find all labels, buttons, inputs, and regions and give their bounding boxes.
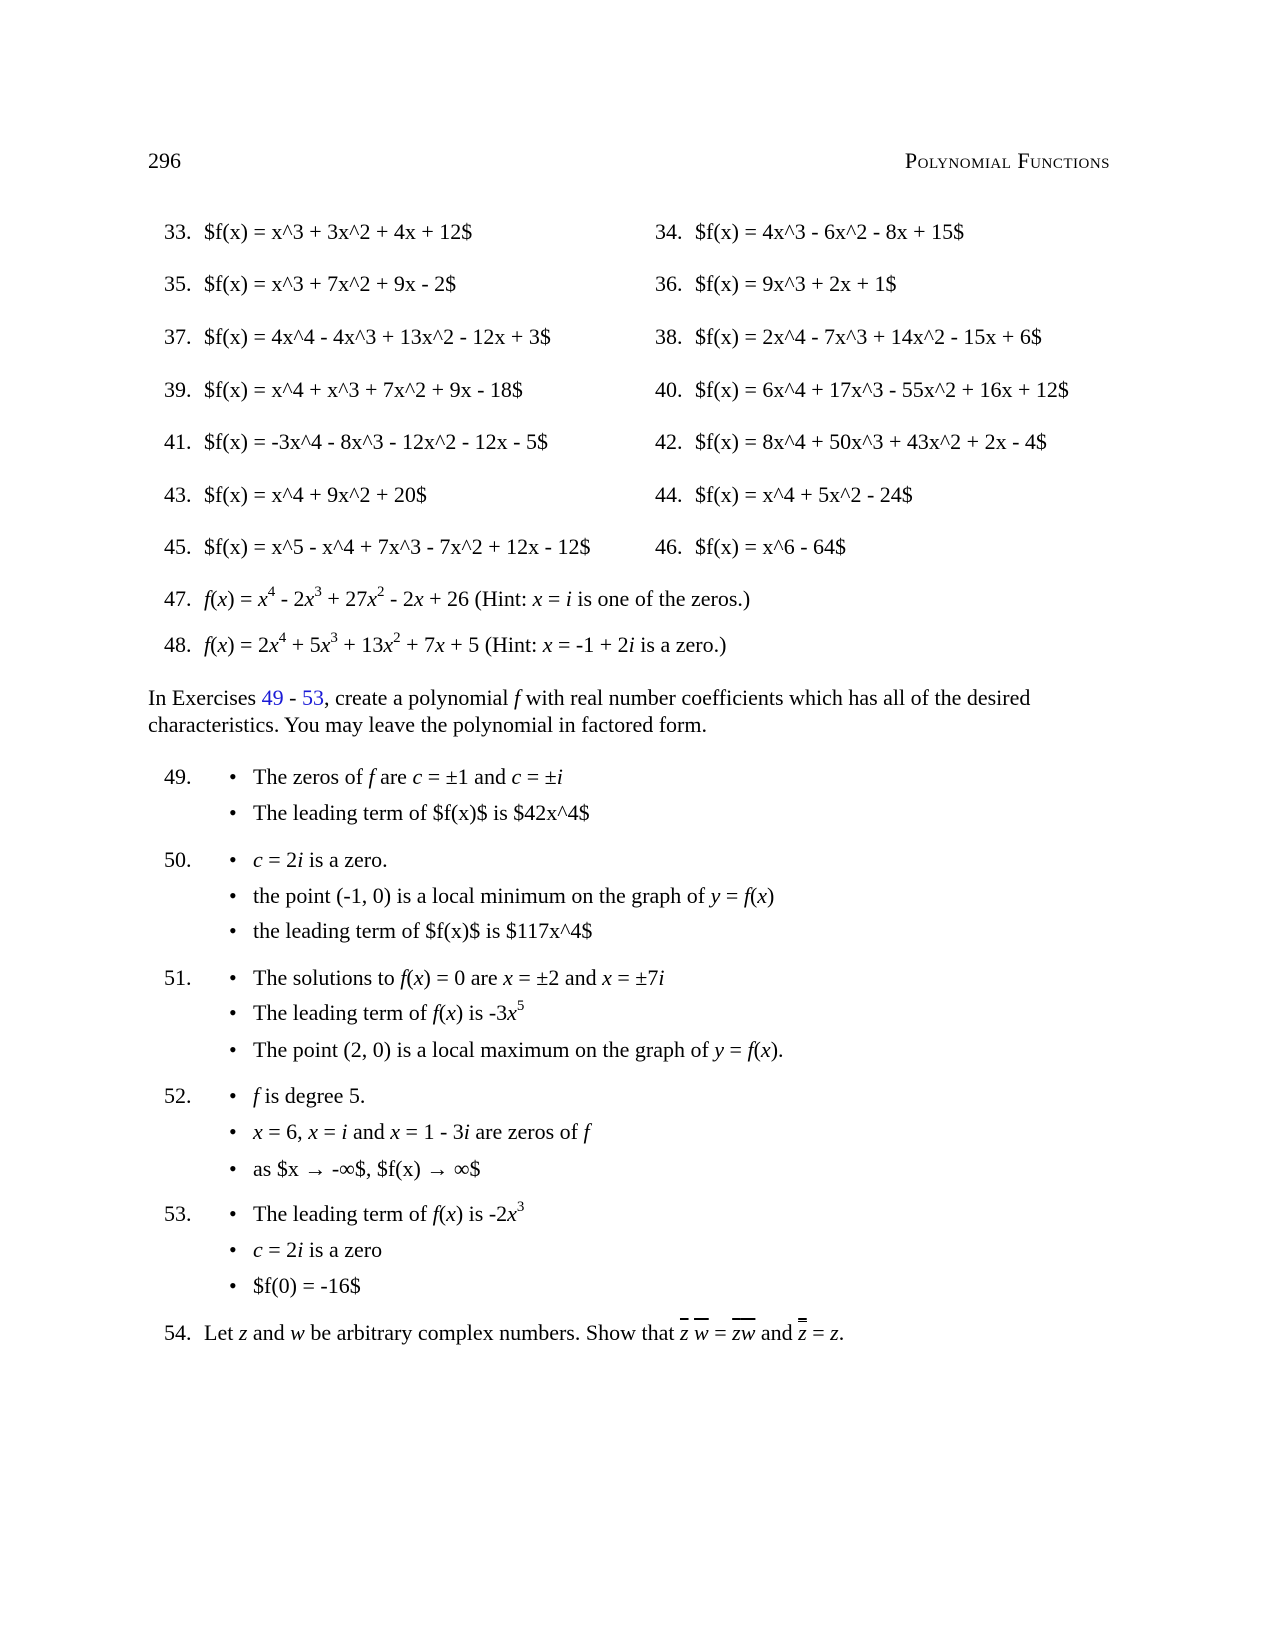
bullet-item: the leading term of $f(x)$ is $117x^4$ [253, 918, 593, 943]
exercise-number: 37. [164, 324, 192, 349]
bullet-item: The leading term of f(x) is $-3x^5$ [253, 997, 525, 1025]
exercise-number: 54. [164, 1320, 192, 1345]
bullet-item: The leading term of $f(x)$ is $42x^4$ [253, 800, 590, 825]
exercise-formula-hint: $f(x) = x^4 - 2x^3 + 27x^2 - 2x + 26$ (Hint: x = i is one of the zeros.) [204, 583, 751, 611]
exercise-number: 51. [164, 965, 192, 990]
bullet-item: The leading term of f(x) is $-2x^3$ [253, 1198, 525, 1226]
exercise-formula: $f(x) = 8x^4 + 50x^3 + 43x^2 + 2x - 4$ [695, 429, 1047, 454]
instructions-paragraph [148, 684, 1113, 738]
exercise-formula: $f(x) = 6x^4 + 17x^3 - 55x^2 + 16x + 12$ [695, 377, 1069, 402]
exercise-formula: $f(x) = -3x^4 - 8x^3 - 12x^2 - 12x - 5$ [204, 429, 548, 454]
exercise-number: 38. [655, 324, 683, 349]
exercise-number: 34. [655, 219, 683, 244]
bullet-item: $f(0) = -16$ [253, 1273, 361, 1298]
exercise-number: 45. [164, 534, 192, 559]
exercise-number: 41. [164, 429, 192, 454]
bullet-marker: • [229, 1000, 237, 1025]
bullet-item: c = 2i is a zero. [253, 847, 388, 872]
exercise-formula: $f(x) = x^5 - x^4 + 7x^3 - 7x^2 + 12x - 12$ [204, 534, 591, 559]
exercise-number: 35. [164, 271, 192, 296]
bullet-marker: • [229, 1201, 237, 1226]
bullet-marker: • [229, 1156, 237, 1181]
bullet-marker: • [229, 1119, 237, 1144]
exercise-number: 44. [655, 482, 683, 507]
bullet-marker: • [229, 847, 237, 872]
bullet-marker: • [229, 1237, 237, 1262]
exercise-number: 39. [164, 377, 192, 402]
bullet-item: The zeros of f are c = ±1 and c = ±i [253, 764, 563, 789]
exercise-number: 33. [164, 219, 192, 244]
bullet-marker: • [229, 918, 237, 943]
exercise-formula: $f(x) = x^4 + 5x^2 - 24$ [695, 482, 913, 507]
bullet-item: the point (-1, 0) is a local minimum on the graph of y = f(x) [253, 883, 775, 908]
exercise-text: Let z and w be arbitrary complex numbers. Show that $\overline{z}$ $\overline{w}$ = zw and $\overline{z} = z$. [204, 1320, 845, 1345]
bullet-marker: • [229, 800, 237, 825]
exercise-number: 53. [164, 1201, 192, 1226]
link-exercise-49[interactable]: 49 [261, 685, 284, 710]
exercise-number: 48. [164, 632, 192, 657]
exercise-formula: $f(x) = 4x^4 - 4x^3 + 13x^2 - 12x + 3$ [204, 324, 551, 349]
bullet-item: The solutions to f(x) = 0 are x = ±2 and x = ±7i [253, 965, 665, 990]
exercise-number: 49. [164, 764, 192, 789]
exercise-formula: $f(x) = x^4 + 9x^2 + 20$ [204, 482, 427, 507]
exercise-number: 52. [164, 1083, 192, 1108]
bullet-item: f is degree 5. [253, 1083, 366, 1108]
bullet-item: as $x → -∞$, $f(x) → ∞$ [253, 1156, 481, 1181]
bullet-marker: • [229, 1083, 237, 1108]
bullet-marker: • [229, 965, 237, 990]
exercise-formula-hint: $f(x) = 2x^4 + 5x^3 + 13x^2 + 7x + 5$ (Hint: x = -1 + 2i is a zero.) [204, 629, 727, 657]
exercise-number: 47. [164, 586, 192, 611]
instructions-text-rest: , create a polynomial f with real number coefficients which has all of the desired characteristics. You may leave the polynomial in factored form. [148, 685, 1031, 737]
bullet-marker: • [229, 764, 237, 789]
exercise-number: 36. [655, 271, 683, 296]
bullet-marker: • [229, 1273, 237, 1298]
exercise-formula: $f(x) = x^4 + x^3 + 7x^2 + 9x - 18$ [204, 377, 523, 402]
bullet-item: The point (2, 0) is a local maximum on the graph of y = f(x). [253, 1037, 784, 1062]
bullet-item: c = 2i is a zero [253, 1237, 383, 1262]
exercise-formula: $f(x) = x^3 + 7x^2 + 9x - 2$ [204, 271, 457, 296]
instructions-dash: - [283, 685, 302, 710]
link-exercise-53[interactable]: 53 [301, 685, 324, 710]
chapter-title: Polynomial Functions [904, 148, 1110, 173]
bullet-marker: • [229, 883, 237, 908]
exercise-formula: $f(x) = x^3 + 3x^2 + 4x + 12$ [204, 219, 473, 244]
exercise-number: 50. [164, 847, 192, 872]
exercise-number: 40. [655, 377, 683, 402]
exercise-formula: $f(x) = x^6 - 64$ [695, 534, 847, 559]
bullet-item: x = 6, x = i and x = 1 - 3i are zeros of f [253, 1119, 590, 1144]
instructions-text: In Exercises [148, 685, 262, 710]
bullet-marker: • [229, 1037, 237, 1062]
exercise-number: 42. [655, 429, 683, 454]
exercise-formula: $f(x) = 2x^4 - 7x^3 + 14x^2 - 15x + 6$ [695, 324, 1042, 349]
exercise-number: 46. [655, 534, 683, 559]
exercise-formula: $f(x) = 4x^3 - 6x^2 - 8x + 15$ [695, 219, 965, 244]
exercise-formula: $f(x) = 9x^3 + 2x + 1$ [695, 271, 897, 296]
exercise-number: 43. [164, 482, 192, 507]
page-number: 296 [148, 148, 181, 173]
